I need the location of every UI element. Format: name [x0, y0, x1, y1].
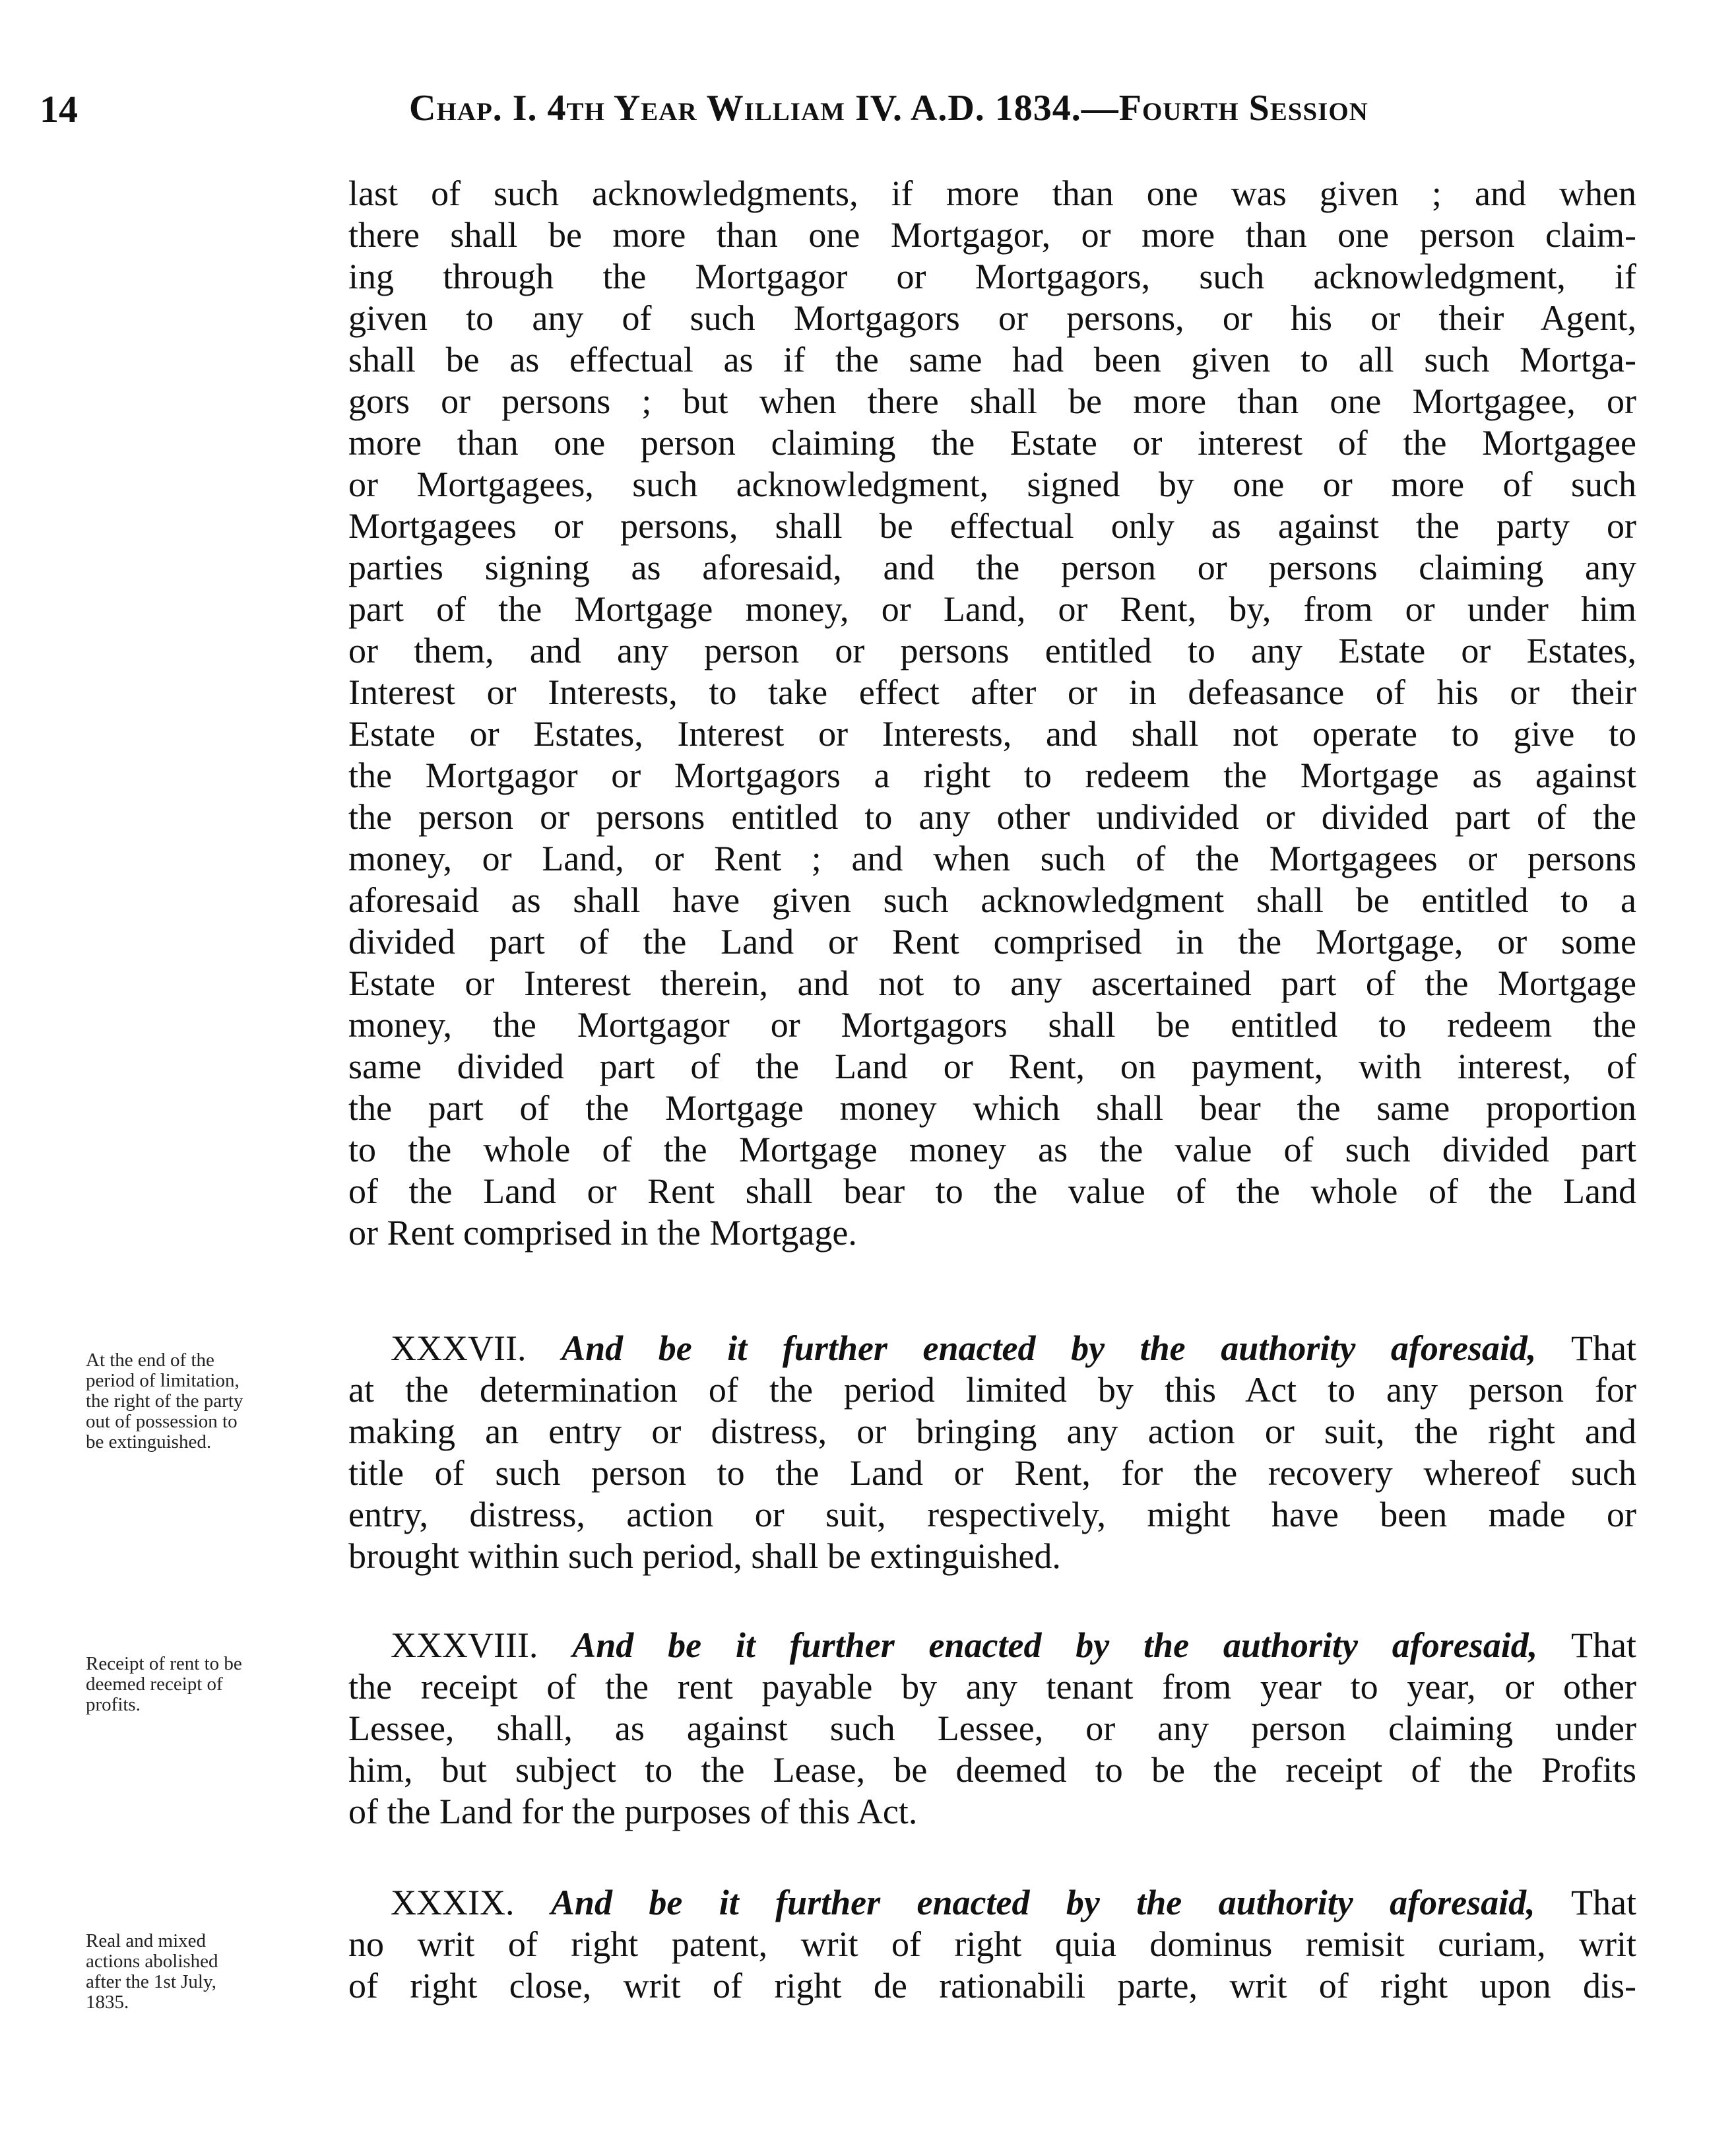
margin-note-line: deemed receipt of: [86, 1674, 223, 1695]
text-line: the person or persons entitled to any other undivided or divided part of the: [348, 797, 1636, 837]
text-line: title of such person to the Land or Rent, for the recovery whereof such: [348, 1453, 1636, 1493]
section-number: XXXIX.: [391, 1883, 515, 1922]
text-line: or them, and any person or persons entitled to any Estate or Estates,: [348, 631, 1636, 670]
section-number: XXXVIII.: [391, 1625, 538, 1665]
running-head: Chap. I. 4th Year William IV. A.D. 1834.—Fourth Session: [409, 88, 1368, 129]
text-line: Lessee, shall, as against such Lessee, or any person claiming under: [348, 1709, 1636, 1748]
text-line: making an entry or distress, or bringing any action or suit, the right and: [348, 1412, 1636, 1451]
page-header: [40, 87, 1623, 140]
text-line: to the whole of the Mortgage money as the value of such divided part: [348, 1130, 1636, 1169]
enacting-clause: And be it further enacted by the authority aforesaid,: [572, 1625, 1538, 1665]
text-line: Mortgagees or persons, shall be effectual only as against the party or: [348, 506, 1636, 546]
text-line: money, the Mortgagor or Mortgagors shall be entitled to redeem the: [348, 1005, 1636, 1045]
margin-note-line: Receipt of rent to be: [86, 1653, 242, 1674]
text-line: last of such acknowledgments, if more than one was given ; and when: [348, 174, 1636, 213]
text-line: of the Land for the purposes of this Act.: [348, 1792, 918, 1831]
text-line: there shall be more than one Mortgagor, or more than one person claim-: [348, 215, 1636, 255]
text-line: parties signing as aforesaid, and the person or persons claiming any: [348, 548, 1636, 587]
section-first-line: [348, 1625, 1636, 1666]
text-line: same divided part of the Land or Rent, on payment, with interest, of: [348, 1047, 1636, 1086]
text-line: no writ of right patent, writ of right quia dominus remisit curiam, writ: [348, 1924, 1636, 1964]
text-line: brought within such period, shall be extinguished.: [348, 1536, 1061, 1576]
margin-note-line: period of limitation,: [86, 1370, 240, 1391]
section-39: [348, 1882, 1636, 2007]
margin-note-line: Real and mixed: [86, 1930, 207, 1951]
text-line: of right close, writ of right de rationabili parte, writ of right upon dis-: [348, 1966, 1636, 2005]
margin-note-line: after the 1st July,: [86, 1971, 216, 1992]
text-line: aforesaid as shall have given such acknowledgment shall be entitled to a: [348, 880, 1636, 920]
text-line: or Mortgagees, such acknowledgment, signed by one or more of such: [348, 465, 1636, 504]
enacting-clause: And be it further enacted by the authority aforesaid,: [550, 1883, 1535, 1922]
text-line: ing through the Mortgagor or Mortgagors, such acknowledgment, if: [348, 257, 1636, 296]
enacting-clause: And be it further enacted by the authority aforesaid,: [562, 1328, 1537, 1368]
text-line: divided part of the Land or Rent comprised in the Mortgage, or some: [348, 922, 1636, 962]
text-line: him, but subject to the Lease, be deemed to be the receipt of the Profits: [348, 1750, 1636, 1790]
margin-note-line: the right of the party: [86, 1390, 243, 1412]
margin-note-line: be extinguished.: [86, 1431, 212, 1452]
text-line: entry, distress, action or suit, respectively, might have been made or: [348, 1495, 1636, 1534]
margin-note-line: out of possession to: [86, 1411, 238, 1432]
continuation-paragraph: [348, 173, 1636, 1254]
section-38: [348, 1625, 1636, 1833]
first-line-rest: That: [1571, 1883, 1637, 1922]
text-line: given to any of such Mortgagors or persons, or his or their Agent,: [348, 298, 1636, 338]
page-number: 14: [40, 88, 78, 131]
margin-note-section-38: [86, 1654, 343, 1715]
text-line: part of the Mortgage money, or Land, or Rent, by, from or under him: [348, 589, 1636, 629]
text-line: Estate or Interest therein, and not to any ascertained part of the Mortgage: [348, 963, 1636, 1003]
text-line: money, or Land, or Rent ; and when such of the Mortgagees or persons: [348, 839, 1636, 878]
section-first-line: [348, 1882, 1636, 1924]
section-first-line: [348, 1328, 1636, 1369]
text-line: or Rent comprised in the Mortgage.: [348, 1213, 857, 1253]
text-line: the part of the Mortgage money which shall bear the same proportion: [348, 1088, 1636, 1128]
section-number: XXXVII.: [391, 1328, 527, 1368]
text-line: Interest or Interests, to take effect after or in defeasance of his or their: [348, 672, 1636, 712]
first-line-rest: That: [1571, 1328, 1637, 1368]
margin-note-line: 1835.: [86, 1992, 129, 2013]
text-line: shall be as effectual as if the same had been given to all such Mortga-: [348, 340, 1636, 379]
text-line: gors or persons ; but when there shall be more than one Mortgagee, or: [348, 381, 1636, 421]
text-line: at the determination of the period limited by this Act to any person for: [348, 1370, 1636, 1410]
text-line: Estate or Estates, Interest or Interests, and shall not operate to give to: [348, 714, 1636, 754]
margin-note-line: At the end of the: [86, 1350, 214, 1371]
text-line: of the Land or Rent shall bear to the value of the whole of the Land: [348, 1171, 1636, 1211]
margin-note-line: actions abolished: [86, 1951, 218, 1972]
margin-note-line: profits.: [86, 1694, 141, 1715]
margin-note-section-37: [86, 1350, 343, 1452]
text-line: the receipt of the rent payable by any tenant from year to year, or other: [348, 1667, 1636, 1707]
first-line-rest: That: [1571, 1625, 1636, 1665]
text-line: more than one person claiming the Estate or interest of the Mortgagee: [348, 423, 1636, 463]
section-37: [348, 1328, 1636, 1577]
margin-note-section-39: [86, 1931, 343, 2013]
text-line: the Mortgagor or Mortgagors a right to redeem the Mortgage as against: [348, 756, 1636, 795]
